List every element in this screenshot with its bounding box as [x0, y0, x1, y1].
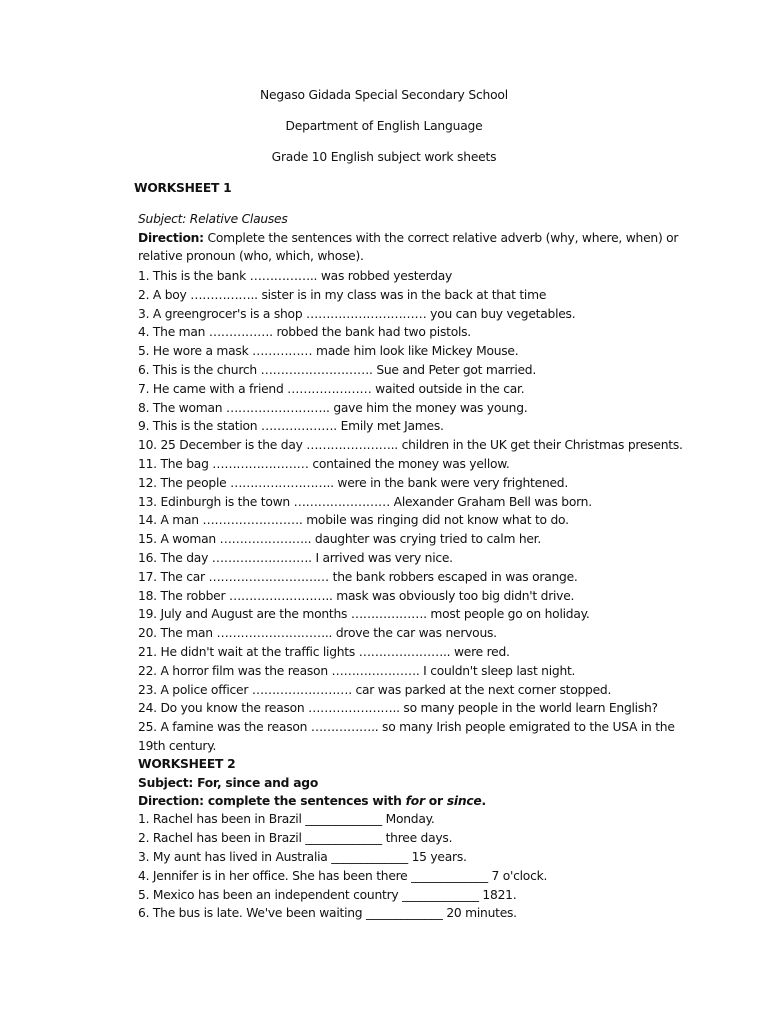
list-item: 5. He wore a mask …………… made him look like Mickey Mouse.: [138, 344, 519, 359]
list-item: 6. The bus is late. We've been waiting _____________ 20 minutes.: [138, 906, 517, 921]
list-item: 7. He came with a friend ………………… waited outside in the car.: [138, 381, 525, 396]
list-item: 15. A woman ………………….. daughter was crying tried to calm her.: [138, 532, 542, 547]
worksheet2-subject: Subject: For, since and ago: [138, 776, 319, 790]
worksheet1-subject: Subject: Relative Clauses: [138, 212, 288, 226]
school-name: Negaso Gidada Special Secondary School: [260, 88, 508, 102]
grade-title: Grade 10 English subject work sheets: [271, 150, 497, 164]
direction-or: or: [424, 794, 447, 808]
direction-since: since: [446, 794, 482, 808]
list-item: 18. The robber …………………….. mask was obviously too big didn't drive.: [138, 588, 575, 603]
list-item: 17. The car ………………………… the bank robbers escaped in was orange.: [138, 569, 578, 584]
list-item: 2. Rachel has been in Brazil _____________ three days.: [138, 830, 453, 845]
list-item: 25. A famine was the reason …………….. so many Irish people emigrated to the USA in the: [138, 720, 675, 735]
worksheet2-title: WORKSHEET 2: [138, 757, 236, 771]
direction-end: .: [481, 794, 486, 808]
worksheet2-direction: [138, 794, 486, 808]
worksheet1-direction-line2: relative pronoun (who, which, whose).: [138, 249, 364, 263]
list-item: 4. Jennifer is in her office. She has been there _____________ 7 o'clock.: [138, 868, 548, 883]
list-item: 11. The bag …………………… contained the money was yellow.: [138, 456, 510, 471]
list-item: 12. The people …………………….. were in the bank were very frightened.: [138, 475, 569, 490]
list-item: 19th century.: [138, 738, 217, 753]
list-item: 9. This is the station ………………. Emily met James.: [138, 419, 444, 434]
list-item: 2. A boy …………….. sister is in my class was in the back at that time: [138, 287, 547, 302]
list-item: 3. My aunt has lived in Australia _____________ 15 years.: [138, 849, 467, 864]
list-item: 8. The woman …………………….. gave him the money was young.: [138, 400, 528, 415]
direction-text: Complete the sentences with the correct relative adverb (why, where, when) or: [203, 231, 679, 245]
list-item: 20. The man ……………………….. drove the car was nervous.: [138, 626, 497, 641]
list-item: 10. 25 December is the day ………………….. children in the UK get their Christmas presents.: [138, 438, 683, 453]
list-item: 22. A horror film was the reason …………………. I couldn't sleep last night.: [138, 663, 576, 678]
list-item: 13. Edinburgh is the town …………………… Alexander Graham Bell was born.: [138, 494, 592, 509]
list-item: 16. The day ……………………. I arrived was very nice.: [138, 550, 453, 565]
list-item: 14. A man ……………………. mobile was ringing did not know what to do.: [138, 513, 569, 528]
list-item: 21. He didn't wait at the traffic lights ………………….. were red.: [138, 644, 510, 659]
department-name: Department of English Language: [285, 119, 483, 133]
list-item: 23. A police officer ……………………. car was parked at the next corner stopped.: [138, 682, 612, 697]
worksheet1-items: [138, 267, 683, 756]
list-item: 6. This is the church ………………………. Sue and Peter got married.: [138, 362, 537, 377]
direction-for: for: [405, 794, 425, 808]
worksheet2-items: [138, 810, 678, 923]
list-item: 19. July and August are the months ………………. most people go on holiday.: [138, 607, 590, 622]
direction-label: Direction:: [138, 231, 204, 245]
list-item: 1. Rachel has been in Brazil _____________ Monday.: [138, 812, 435, 826]
list-item: 4. The man ……………. robbed the bank had two pistols.: [138, 325, 471, 340]
list-item: 24. Do you know the reason ………………….. so many people in the world learn English?: [138, 701, 658, 716]
direction-prefix: Direction: complete the sentences with: [138, 794, 406, 808]
list-item: 1. This is the bank …………….. was robbed yesterday: [138, 269, 453, 283]
worksheet1-title: WORKSHEET 1: [134, 181, 232, 195]
list-item: 3. A greengrocer's is a shop ………………………… you can buy vegetables.: [138, 306, 576, 321]
list-item: 5. Mexico has been an independent country _____________ 1821.: [138, 887, 517, 902]
worksheet1-direction-line1: [138, 231, 678, 245]
